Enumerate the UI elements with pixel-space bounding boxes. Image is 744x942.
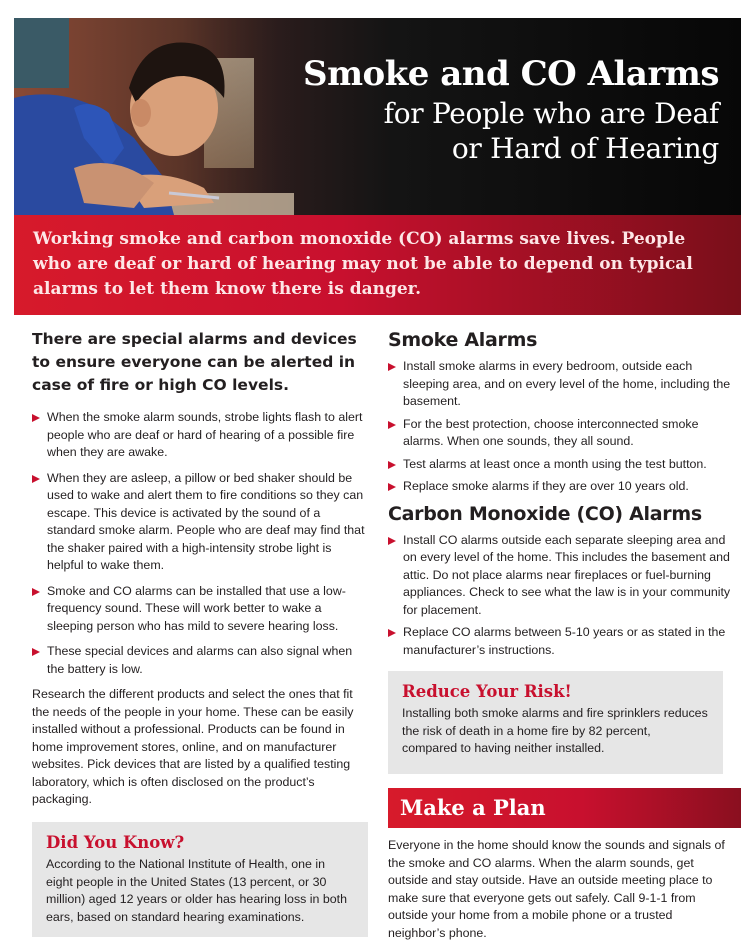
list-item-text: For the best protection, choose interconnected smoke alarms. When one sounds, they all sound. [403,416,699,448]
header-banner [14,18,741,215]
list-item-text: Install CO alarms outside each separate sleeping area and on every level of the home. This includes the basement and attic. Do not place alarms near fireplaces or fuel-burning appliances. Check to see what the law is in your community for placement. [403,532,731,617]
did-you-know-title: Did You Know? [46,833,185,852]
special-devices-list [32,409,368,678]
bullet-arrow-icon [388,421,396,429]
make-a-plan-banner [388,788,741,828]
bullet-arrow-icon [388,483,396,491]
list-item [388,478,738,496]
list-item-text: Install smoke alarms in every bedroom, outside each sleeping area, and on every level of the home, including the basement. [403,359,731,408]
title-line-2: for People who are Deaf [383,97,719,130]
title-line-3: or Hard of Hearing [451,132,719,165]
intro-banner [14,215,741,315]
list-item [388,624,738,659]
co-alarms-heading: Carbon Monoxide (CO) Alarms [388,502,702,525]
list-item [388,456,738,474]
bullet-arrow-icon [32,588,40,596]
smoke-alarms-heading: Smoke Alarms [388,329,538,351]
bullet-arrow-icon [388,461,396,469]
right-column [388,327,738,664]
co-alarms-list [388,532,738,660]
bullet-arrow-icon [32,648,40,656]
list-item [32,583,368,636]
bullet-arrow-icon [32,475,40,483]
list-item-text: Smoke and CO alarms can be installed that use a low-frequency sound. These will work better to wake a sleeping person who has mild to severe hearing loss. [47,583,346,633]
list-item-text: Test alarms at least once a month using the test button. [403,456,707,471]
did-you-know-text: According to the National Institute of Health, one in eight people in the United States (13 percent, or 30 million) aged 12 years or older has hearing loss in both ears, based on standard hearing examinations. [46,857,347,924]
list-item-text: When the smoke alarm sounds, strobe lights flash to alert people who are deaf or hard of hearing of a possible fire when they are awake. [47,410,363,459]
make-a-plan-title: Make a Plan [400,795,546,820]
list-item-text: Replace smoke alarms if they are over 10 years old. [403,479,689,493]
smoke-alarms-list [388,358,738,496]
research-paragraph: Research the different products and select the ones that fit the needs of the people in your home. These can be easily installed without a professional. Products can be found in home improvement stores, online, and on manufacturer websites. Pick devices that are listed by a qualified testing laboratory, which is often disclosed on the product’s packaging. [32,687,354,806]
bullet-arrow-icon [388,363,396,371]
reduce-your-risk-text: Installing both smoke alarms and fire sprinklers reduces the risk of death in a home fire by 82 percent, compared to having neither installed. [402,706,708,755]
make-a-plan-text: Everyone in the home should know the sounds and signals of the smoke and CO alarms. When the alarm sounds, get outside and stay outside. Have an outside meeting place to make sure that everyone gets out safely. Call 9-1-1 from outside your home from a mobile phone or a trusted neighbor’s phone. [388,838,725,940]
reduce-your-risk-box [388,671,723,774]
lead-heading: There are special alarms and devices to ensure everyone can be alerted in case of fire or high CO levels. [32,330,357,394]
list-item [32,643,368,678]
list-item-text: When they are asleep, a pillow or bed shaker should be used to wake and alert them to fire conditions so they can escape. This device is activated by the sound of a standard smoke alarm. People who are deaf may find that the shaker paired with a high-intensity strobe light is helpful to wake them. [47,470,365,572]
list-item [388,532,738,620]
reduce-your-risk-title: Reduce Your Risk! [402,682,572,701]
page-title [303,52,719,166]
hero-photo-boy-writing [14,18,294,215]
did-you-know-box [32,822,368,937]
bullet-arrow-icon [388,629,396,637]
intro-text: Working smoke and carbon monoxide (CO) alarms save lives. People who are deaf or hard of hearing may not be able to depend on typical alarms to let them know there is danger. [33,229,693,299]
list-item-text: Replace CO alarms between 5-10 years or as stated in the manufacturer’s instructions. [403,625,726,657]
list-item [388,416,738,451]
bullet-arrow-icon [32,414,40,422]
list-item-text: These special devices and alarms can also signal when the battery is low. [47,644,353,676]
list-item [32,409,368,462]
list-item [388,358,738,411]
title-line-1: Smoke and CO Alarms [303,54,719,94]
bullet-arrow-icon [388,537,396,545]
left-column [32,328,368,809]
list-item [32,470,368,575]
